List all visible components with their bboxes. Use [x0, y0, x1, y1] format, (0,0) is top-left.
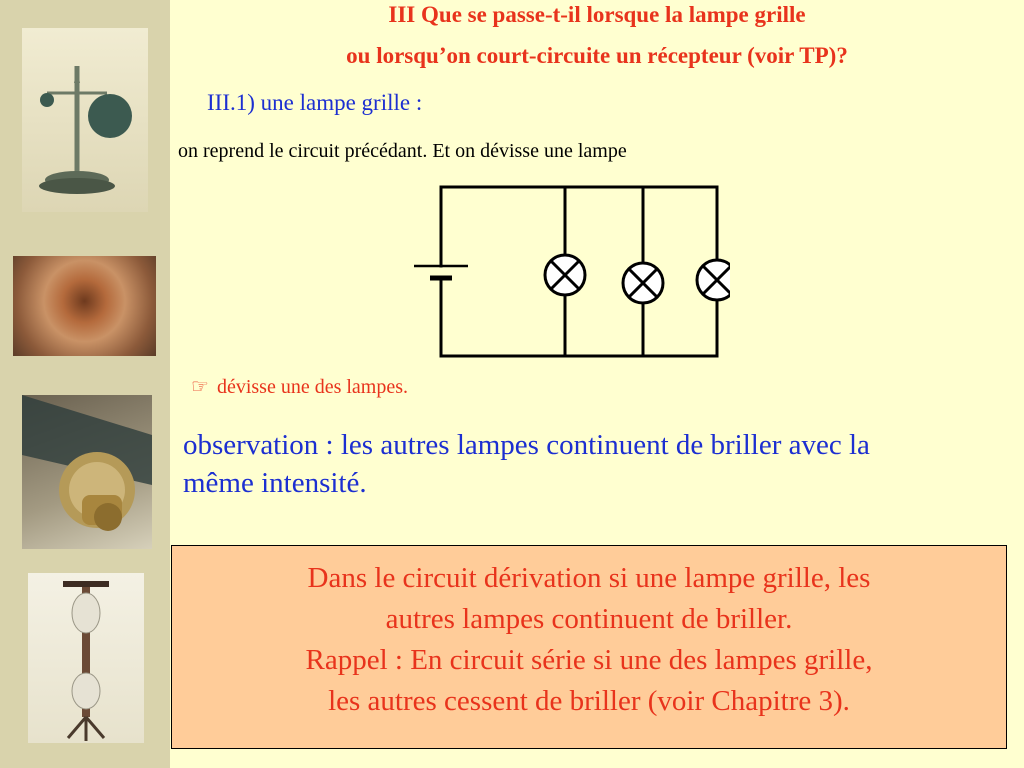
instruction-text: dévisse une des lampes. [216, 376, 409, 398]
conclusion-line-2: autres lampes continuent de briller. [385, 603, 793, 635]
glass-tube-apparatus-photo [28, 573, 144, 743]
balance-scale-photo [22, 28, 148, 212]
pointing-hand-icon: ☞ [191, 376, 209, 398]
lamp-3 [697, 260, 730, 300]
section-subtitle: III.1) une lampe grille : [207, 90, 423, 115]
brass-telescope-photo [22, 395, 152, 549]
conclusion-box [171, 545, 1007, 749]
sidebar-image-strip [0, 0, 170, 768]
page-title-line-2: ou lorsqu’on court-circuite un récepteur (voir TP)? [346, 43, 848, 68]
observation-text: observation : les autres lampes continuent de briller avec la même intensité. [183, 429, 870, 499]
copper-coil-photo [13, 256, 156, 356]
conclusion-line-3: Rappel : En circuit série si une des lampes grille, [305, 644, 873, 676]
parallel-circuit-diagram [400, 180, 730, 365]
lamp-1 [545, 255, 585, 295]
instruction-line [191, 374, 408, 399]
conclusion-line-1: Dans le circuit dérivation si une lampe grille, les [307, 562, 871, 594]
intro-text: on reprend le circuit précédant. Et on dévisse une lampe [178, 140, 627, 162]
conclusion-line-4: les autres cessent de briller (voir Chapitre 3). [328, 685, 850, 717]
page-title-line-1: III Que se passe-t-il lorsque la lampe grille [388, 2, 806, 27]
lamp-2 [623, 263, 663, 303]
